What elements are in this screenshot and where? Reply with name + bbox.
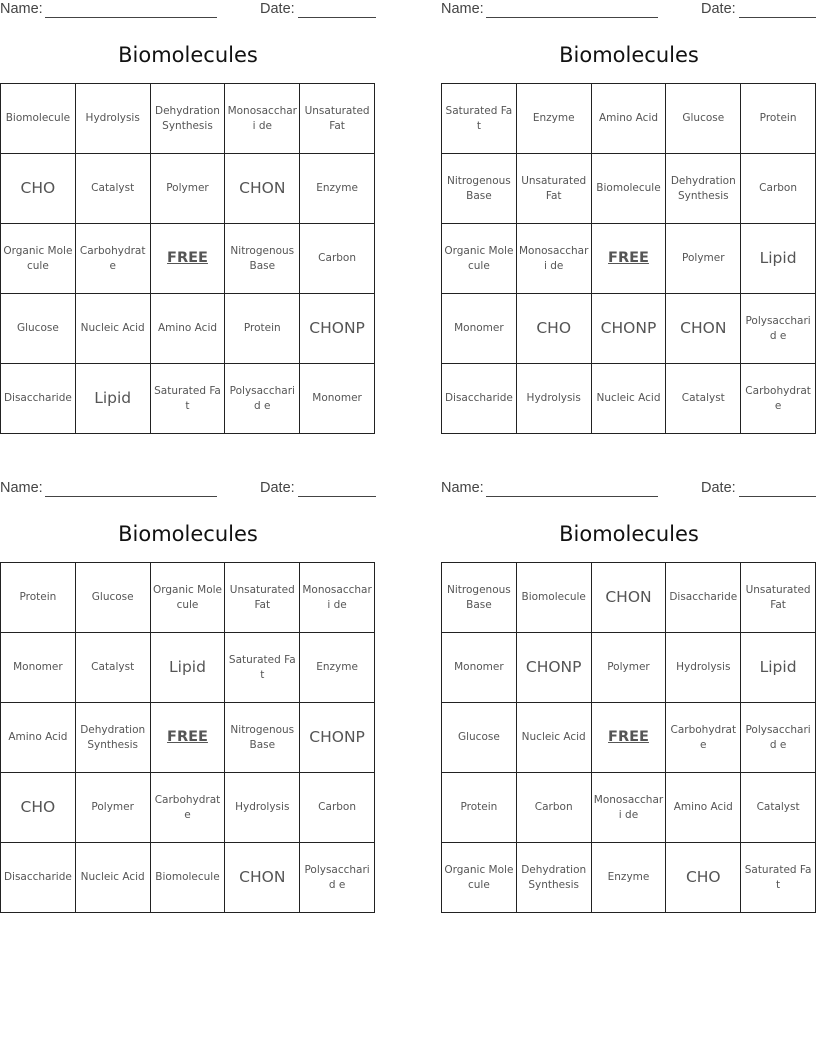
free-space-cell: FREE (592, 224, 667, 294)
bingo-cell: Monomer (1, 633, 76, 703)
name-blank-line (486, 496, 658, 497)
bingo-cell: Unsaturated Fat (300, 84, 375, 154)
bingo-cell: Glucose (1, 294, 76, 364)
bingo-cell: Nucleic Acid (592, 364, 667, 434)
bingo-cell: CHONP (592, 294, 667, 364)
date-blank-line (298, 496, 376, 497)
name-label: Name: (0, 1, 43, 17)
bingo-cell: Polysaccharid e (741, 294, 816, 364)
name-label: Name: (441, 1, 484, 17)
bingo-cell: Carbohydrate (666, 703, 741, 773)
bingo-cell: Nitrogenous Base (225, 224, 300, 294)
bingo-cell: Disaccharide (1, 843, 76, 913)
name-date-header (441, 480, 816, 500)
bingo-cell: Lipid (76, 364, 151, 434)
bingo-cell: Carbon (517, 773, 592, 843)
bingo-cell: Nitrogenous Base (442, 154, 517, 224)
bingo-cell: Unsaturated Fat (741, 563, 816, 633)
bingo-cell: CHONP (300, 703, 375, 773)
bingo-cell: Amino Acid (666, 773, 741, 843)
bingo-cell: Carbohydrate (151, 773, 226, 843)
bingo-cell: Organic Molecule (442, 843, 517, 913)
bingo-cell: CHON (666, 294, 741, 364)
date-label: Date: (260, 480, 295, 496)
bingo-cell: CHO (1, 773, 76, 843)
bingo-cell: Polysaccharid e (741, 703, 816, 773)
bingo-cell: Carbon (741, 154, 816, 224)
bingo-cell: Organic Molecule (1, 224, 76, 294)
bingo-cell: Monosacchari de (225, 84, 300, 154)
bingo-grid (0, 83, 375, 434)
bingo-cell: Hydrolysis (76, 84, 151, 154)
bingo-cell: Protein (1, 563, 76, 633)
bingo-cell: Glucose (442, 703, 517, 773)
bingo-cell: Biomolecule (592, 154, 667, 224)
bingo-cell: Monosacchari de (592, 773, 667, 843)
bingo-cell: CHONP (300, 294, 375, 364)
free-space-cell: FREE (592, 703, 667, 773)
bingo-cell: Lipid (741, 224, 816, 294)
date-blank-line (298, 17, 376, 18)
card-title: Biomolecules (559, 43, 699, 67)
bingo-card-2 (441, 0, 816, 440)
bingo-cell: Protein (442, 773, 517, 843)
bingo-grid (441, 83, 816, 434)
bingo-cell: Catalyst (666, 364, 741, 434)
bingo-cell: Enzyme (300, 633, 375, 703)
bingo-cell: Glucose (666, 84, 741, 154)
bingo-cell: Nitrogenous Base (225, 703, 300, 773)
name-date-header (0, 480, 376, 500)
bingo-cell: Monosacchari de (517, 224, 592, 294)
bingo-cell: Monomer (442, 294, 517, 364)
bingo-cell: CHO (1, 154, 76, 224)
bingo-cell: Hydrolysis (517, 364, 592, 434)
bingo-cell: Enzyme (517, 84, 592, 154)
bingo-cell: CHO (517, 294, 592, 364)
bingo-cell: Saturated Fat (442, 84, 517, 154)
name-blank-line (486, 17, 658, 18)
bingo-cell: CHO (666, 843, 741, 913)
bingo-cell: Glucose (76, 563, 151, 633)
bingo-cell: Carbohydrate (76, 224, 151, 294)
bingo-cell: Amino Acid (592, 84, 667, 154)
bingo-cell: CHON (225, 154, 300, 224)
bingo-cell: Polymer (592, 633, 667, 703)
bingo-cell: Polysaccharid e (225, 364, 300, 434)
bingo-card-1 (0, 0, 376, 440)
bingo-cell: Saturated Fat (225, 633, 300, 703)
bingo-cell: Biomolecule (151, 843, 226, 913)
name-date-header (441, 1, 816, 21)
bingo-cell: Lipid (151, 633, 226, 703)
name-blank-line (45, 17, 217, 18)
bingo-cell: Lipid (741, 633, 816, 703)
bingo-cell: Catalyst (741, 773, 816, 843)
bingo-cell: Nucleic Acid (517, 703, 592, 773)
bingo-cell: CHON (592, 563, 667, 633)
bingo-cell: Catalyst (76, 633, 151, 703)
bingo-cell: Dehydration Synthesis (151, 84, 226, 154)
bingo-cell: Polymer (151, 154, 226, 224)
bingo-cell: Protein (225, 294, 300, 364)
bingo-cell: Catalyst (76, 154, 151, 224)
bingo-cell: Monomer (442, 633, 517, 703)
bingo-cell: Carbon (300, 773, 375, 843)
bingo-cell: Enzyme (300, 154, 375, 224)
bingo-cell: Unsaturated Fat (517, 154, 592, 224)
free-space-cell: FREE (151, 703, 226, 773)
bingo-cell: Amino Acid (151, 294, 226, 364)
bingo-cell: Dehydration Synthesis (76, 703, 151, 773)
bingo-cell: Disaccharide (666, 563, 741, 633)
bingo-cell: Disaccharide (1, 364, 76, 434)
name-label: Name: (0, 480, 43, 496)
card-title: Biomolecules (118, 522, 258, 546)
bingo-cell: Polymer (666, 224, 741, 294)
bingo-cell: Saturated Fat (151, 364, 226, 434)
bingo-cell: Organic Molecule (151, 563, 226, 633)
bingo-cell: Enzyme (592, 843, 667, 913)
name-date-header (0, 1, 376, 21)
card-title: Biomolecules (559, 522, 699, 546)
date-label: Date: (701, 480, 736, 496)
bingo-cell: Saturated Fat (741, 843, 816, 913)
bingo-cell: Polysaccharid e (300, 843, 375, 913)
card-title: Biomolecules (118, 43, 258, 67)
bingo-cell: Hydrolysis (225, 773, 300, 843)
bingo-cell: Amino Acid (1, 703, 76, 773)
bingo-cell: Carbon (300, 224, 375, 294)
date-blank-line (739, 17, 816, 18)
bingo-cell: CHON (225, 843, 300, 913)
bingo-cell: Nucleic Acid (76, 843, 151, 913)
bingo-cell: Organic Molecule (442, 224, 517, 294)
bingo-cell: Protein (741, 84, 816, 154)
date-label: Date: (701, 1, 736, 17)
bingo-cell: Polymer (76, 773, 151, 843)
bingo-cell: Dehydration Synthesis (666, 154, 741, 224)
bingo-cell: Biomolecule (517, 563, 592, 633)
bingo-card-4 (441, 479, 816, 919)
bingo-cell: Nitrogenous Base (442, 563, 517, 633)
bingo-cell: Carbohydrate (741, 364, 816, 434)
bingo-cell: Monomer (300, 364, 375, 434)
bingo-grid (441, 562, 816, 913)
bingo-card-3 (0, 479, 376, 919)
bingo-cell: Unsaturated Fat (225, 563, 300, 633)
date-blank-line (739, 496, 816, 497)
free-space-cell: FREE (151, 224, 226, 294)
bingo-grid (0, 562, 375, 913)
bingo-cell: Hydrolysis (666, 633, 741, 703)
bingo-cell: Monosacchari de (300, 563, 375, 633)
bingo-cell: Disaccharide (442, 364, 517, 434)
name-blank-line (45, 496, 217, 497)
bingo-cell: Dehydration Synthesis (517, 843, 592, 913)
name-label: Name: (441, 480, 484, 496)
date-label: Date: (260, 1, 295, 17)
bingo-cell: CHONP (517, 633, 592, 703)
bingo-cell: Nucleic Acid (76, 294, 151, 364)
bingo-cell: Biomolecule (1, 84, 76, 154)
